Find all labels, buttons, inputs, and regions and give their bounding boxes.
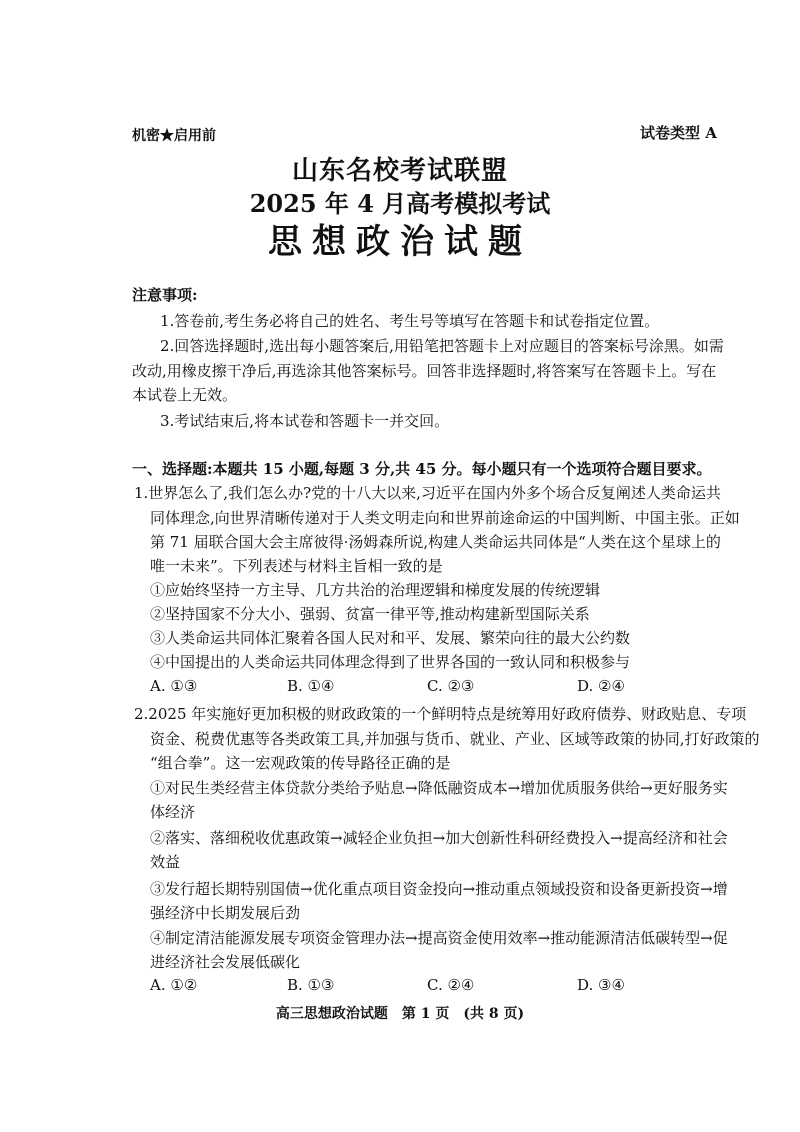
notice-item-2-line-3: 本试卷上无效。: [132, 386, 238, 404]
notice-item-2-line-2: 改动,用橡皮擦干净后,再选涂其他答案标号。回答非选择题时,将答案写在答题卡上。写在: [132, 362, 717, 380]
q1-option-d: D. ②④: [577, 677, 625, 695]
q1-statement-3: ③人类命运共同体汇聚着各国人民对和平、发展、繁荣向往的最大公约数: [150, 629, 631, 647]
q1-stem-line-2: 同体理念,向世界清晰传递对于人类文明走向和世界前途命运的中国判断、中国主张。正如: [150, 509, 740, 527]
q2-statement-2-line-1: ②落实、落细税收优惠政策→减轻企业负担→加大创新性科研经费投入→提高经济和社会: [150, 829, 728, 847]
q2-statement-4-line-1: ④制定清洁能源发展专项资金管理办法→提高资金使用效率→推动能源清洁低碳转型→促: [150, 929, 728, 947]
q1-option-b: B. ①④: [287, 677, 335, 695]
subject-title: 思想政治试题: [268, 222, 532, 262]
q2-statement-2-line-2: 效益: [150, 853, 181, 871]
section-1-heading: 一、选择题:本题共 15 小题,每题 3 分,共 45 分。每小题只有一个选项符合题目要求。: [132, 460, 712, 478]
q1-statement-2: ②坚持国家不分大小、强弱、贫富一律平等,推动构建新型国际关系: [150, 605, 590, 623]
confidential-label: 机密★启用前: [132, 128, 216, 144]
q2-stem-line-2: 资金、税费优惠等各类政策工具,并加强与货币、就业、产业、区域等政策的协同,打好政策的: [150, 730, 760, 748]
exam-date-title: 2025 年 4 月高考模拟考试: [249, 189, 551, 218]
notice-item-1: 1.答卷前,考生务必将自己的姓名、考生号等填写在答题卡和试卷指定位置。: [160, 312, 660, 330]
q1-stem-line-3: 第 71 届联合国大会主席彼得·汤姆森所说,构建人类命运共同体是“人类在这个星球上的: [150, 533, 721, 551]
q2-statement-1-line-1: ①对民生类经营主体贷款分类给予贴息→降低融资成本→增加优质服务供给→更好服务实: [150, 779, 728, 797]
q2-option-a: A. ①②: [150, 976, 198, 994]
notice-heading: 注意事项:: [132, 286, 198, 304]
q1-statement-4: ④中国提出的人类命运共同体理念得到了世界各国的一致认同和积极参与: [150, 653, 631, 671]
q2-option-c: C. ②④: [427, 976, 475, 994]
q1-option-a: A. ①③: [150, 677, 198, 695]
page-footer: 高三思想政治试题 第 1 页 (共 8 页): [275, 1006, 525, 1022]
notice-item-2-line-1: 2.回答选择题时,选出每小题答案后,用铅笔把答题卡上对应题目的答案标号涂黑。如需: [160, 337, 724, 355]
q2-stem-line-3: “组合拳”。这一宏观政策的传导路径正确的是: [150, 754, 451, 772]
paper-type-label: 试卷类型 A: [640, 124, 717, 142]
q2-option-d: D. ③④: [577, 976, 625, 994]
q2-stem-line-1: 2.2025 年实施好更加积极的财政政策的一个鲜明特点是统筹用好政府债券、财政贴息、专项: [134, 705, 747, 723]
q2-statement-1-line-2: 体经济: [150, 803, 196, 821]
q2-option-b: B. ①③: [287, 976, 335, 994]
exam-org-title: 山东名校考试联盟: [291, 156, 508, 186]
q1-stem-line-4: 唯一未来”。下列表述与材料主旨相一致的是: [150, 557, 443, 575]
q2-statement-3-line-1: ③发行超长期特别国债→优化重点项目资金投向→推动重点领域投资和设备更新投资→增: [150, 880, 728, 898]
q2-statement-4-line-2: 进经济社会发展低碳化: [150, 953, 301, 971]
q1-option-c: C. ②③: [427, 677, 475, 695]
notice-item-3: 3.考试结束后,将本试卷和答题卡一并交回。: [160, 412, 450, 430]
q1-stem-line-1: 1.世界怎么了,我们怎么办?党的十八大以来,习近平在国内外多个场合反复阐述人类命运共: [134, 484, 721, 502]
q1-statement-1: ①应始终坚持一方主导、几方共治的治理逻辑和梯度发展的传统逻辑: [150, 581, 601, 599]
q2-statement-3-line-2: 强经济中长期发展后劲: [150, 904, 301, 922]
